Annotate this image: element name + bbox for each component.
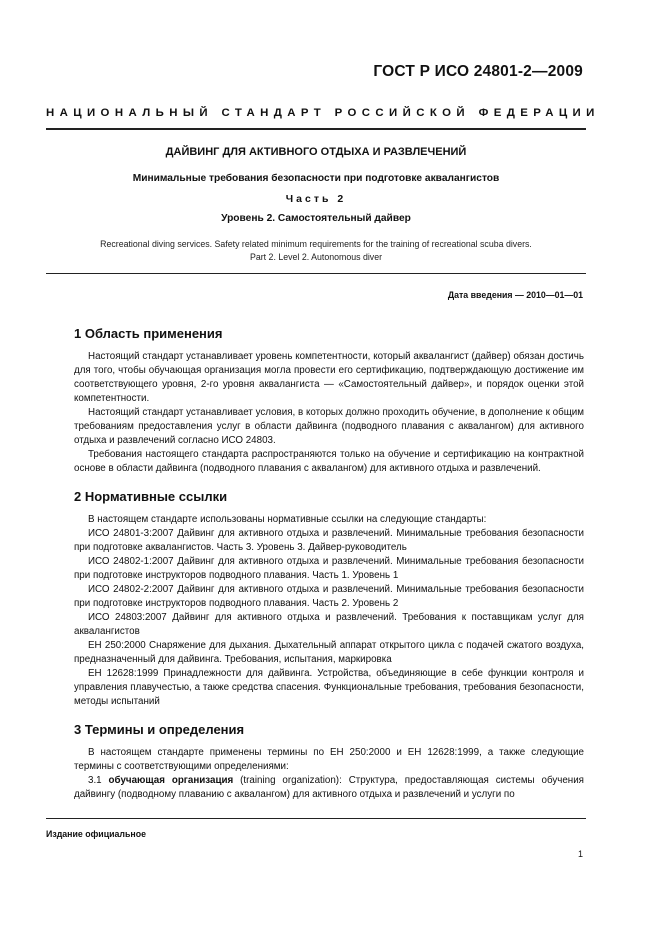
term-number: 3.1 xyxy=(88,775,102,786)
top-divider xyxy=(46,128,586,130)
section-normative-references xyxy=(74,489,584,709)
document-subtitle: Минимальные требования безопасности при подготовке аквалангистов xyxy=(132,173,500,184)
term-name: обучающая организация xyxy=(108,775,234,786)
paragraph: В настоящем стандарте применены термины по ЕН 250:2000 и ЕН 12628:1999, а также следующие термины с соответствующими определениями: xyxy=(74,747,584,772)
paragraph: Настоящий стандарт устанавливает условия, в которых должно проходить обучение, в дополнение к общим требованиям предоставления услуг в области дайвинга (подводного плавания с аквалангом) для активного отдыха и развлечений согласно ИСО 24803. xyxy=(74,407,584,446)
reference-item: ИСО 24802-2:2007 Дайвинг для активного отдыха и развлечений. Минимальные требования безопасности при подготовке инструкторов подводного плавания. Часть 2. Уровень 2 xyxy=(74,584,584,609)
document-part: Часть 2 xyxy=(285,193,347,205)
title-divider xyxy=(46,273,586,274)
national-standard-banner: НАЦИОНАЛЬНЫЙ СТАНДАРТ РОССИЙСКОЙ ФЕДЕРАЦИИ xyxy=(46,107,600,119)
document-body xyxy=(74,326,584,815)
section-terms xyxy=(74,722,584,802)
paragraph: Настоящий стандарт устанавливает уровень компетентности, который аквалангист (дайвер) обязан достичь для того, чтобы обучающая организация могла провести его сертификацию, подтверждающую достижение им соответствующего уровня, 2-го уровня аквалангиста — «Самостоятельный дайвер», и порядок оценки этой компетентности. xyxy=(74,351,584,404)
page-number: 1 xyxy=(577,849,583,859)
section-heading: 2 Нормативные ссылки xyxy=(74,489,228,504)
reference-item: ИСО 24801-3:2007 Дайвинг для активного отдыха и развлечений. Минимальные требования безопасности при подготовке аквалангистов. Часть 3. Уровень 3. Дайвер-руководитель xyxy=(74,528,584,553)
reference-item: ЕН 12628:1999 Принадлежности для дайвинга. Устройства, объединяющие в себе функции контроля и управления плавучестью, а также средства спасения. Функциональные требования, требования безопасности, методы испытаний xyxy=(74,668,584,707)
section-heading: 1 Область применения xyxy=(74,326,223,341)
document-title: ДАЙВИНГ ДЛЯ АКТИВНОГО ОТДЫХА И РАЗВЛЕЧЕНИЙ xyxy=(165,146,467,158)
footer-divider xyxy=(46,818,586,819)
document-level: Уровень 2. Самостоятельный дайвер xyxy=(221,213,411,224)
section-scope xyxy=(74,326,584,476)
english-title-line1: Recreational diving services. Safety related minimum requirements for the training of recreational scuba divers. xyxy=(100,239,532,249)
introduction-date: Дата введения — 2010—01—01 xyxy=(447,290,583,300)
term-text: (training organization): Структура, предоставляющая системы обучения дайвингу (подводному плаванию с аквалангом) для активного отдыха и развлечений и услуги по xyxy=(74,775,584,800)
document-number: ГОСТ Р ИСО 24801-2—2009 xyxy=(373,63,583,80)
section-heading: 3 Термины и определения xyxy=(74,722,245,737)
edition-label: Издание официальное xyxy=(46,829,146,839)
term-definition xyxy=(74,774,584,802)
reference-item: ИСО 24802-1:2007 Дайвинг для активного отдыха и развлечений. Минимальные требования безопасности при подготовке инструкторов подводного плавания. Часть 1. Уровень 1 xyxy=(74,556,584,581)
paragraph: В настоящем стандарте использованы нормативные ссылки на следующие стандарты: xyxy=(88,514,487,525)
english-title xyxy=(46,238,586,264)
reference-item: ЕН 250:2000 Снаряжение для дыхания. Дыхательный аппарат открытого цикла с подачей сжатого воздуха, предназначенный для дайвинга. Требования, испытания, маркировка xyxy=(74,640,584,665)
reference-item: ИСО 24803:2007 Дайвинг для активного отдыха и развлечений. Требования к поставщикам услуг для аквалангистов xyxy=(74,612,584,637)
english-title-line2: Part 2. Level 2. Autonomous diver xyxy=(249,252,383,262)
paragraph: Требования настоящего стандарта распространяются только на обучение и сертификацию на контрактной основе в области дайвинга (подводного плавания с аквалангом) для активного отдыха и развлечений. xyxy=(74,449,584,474)
